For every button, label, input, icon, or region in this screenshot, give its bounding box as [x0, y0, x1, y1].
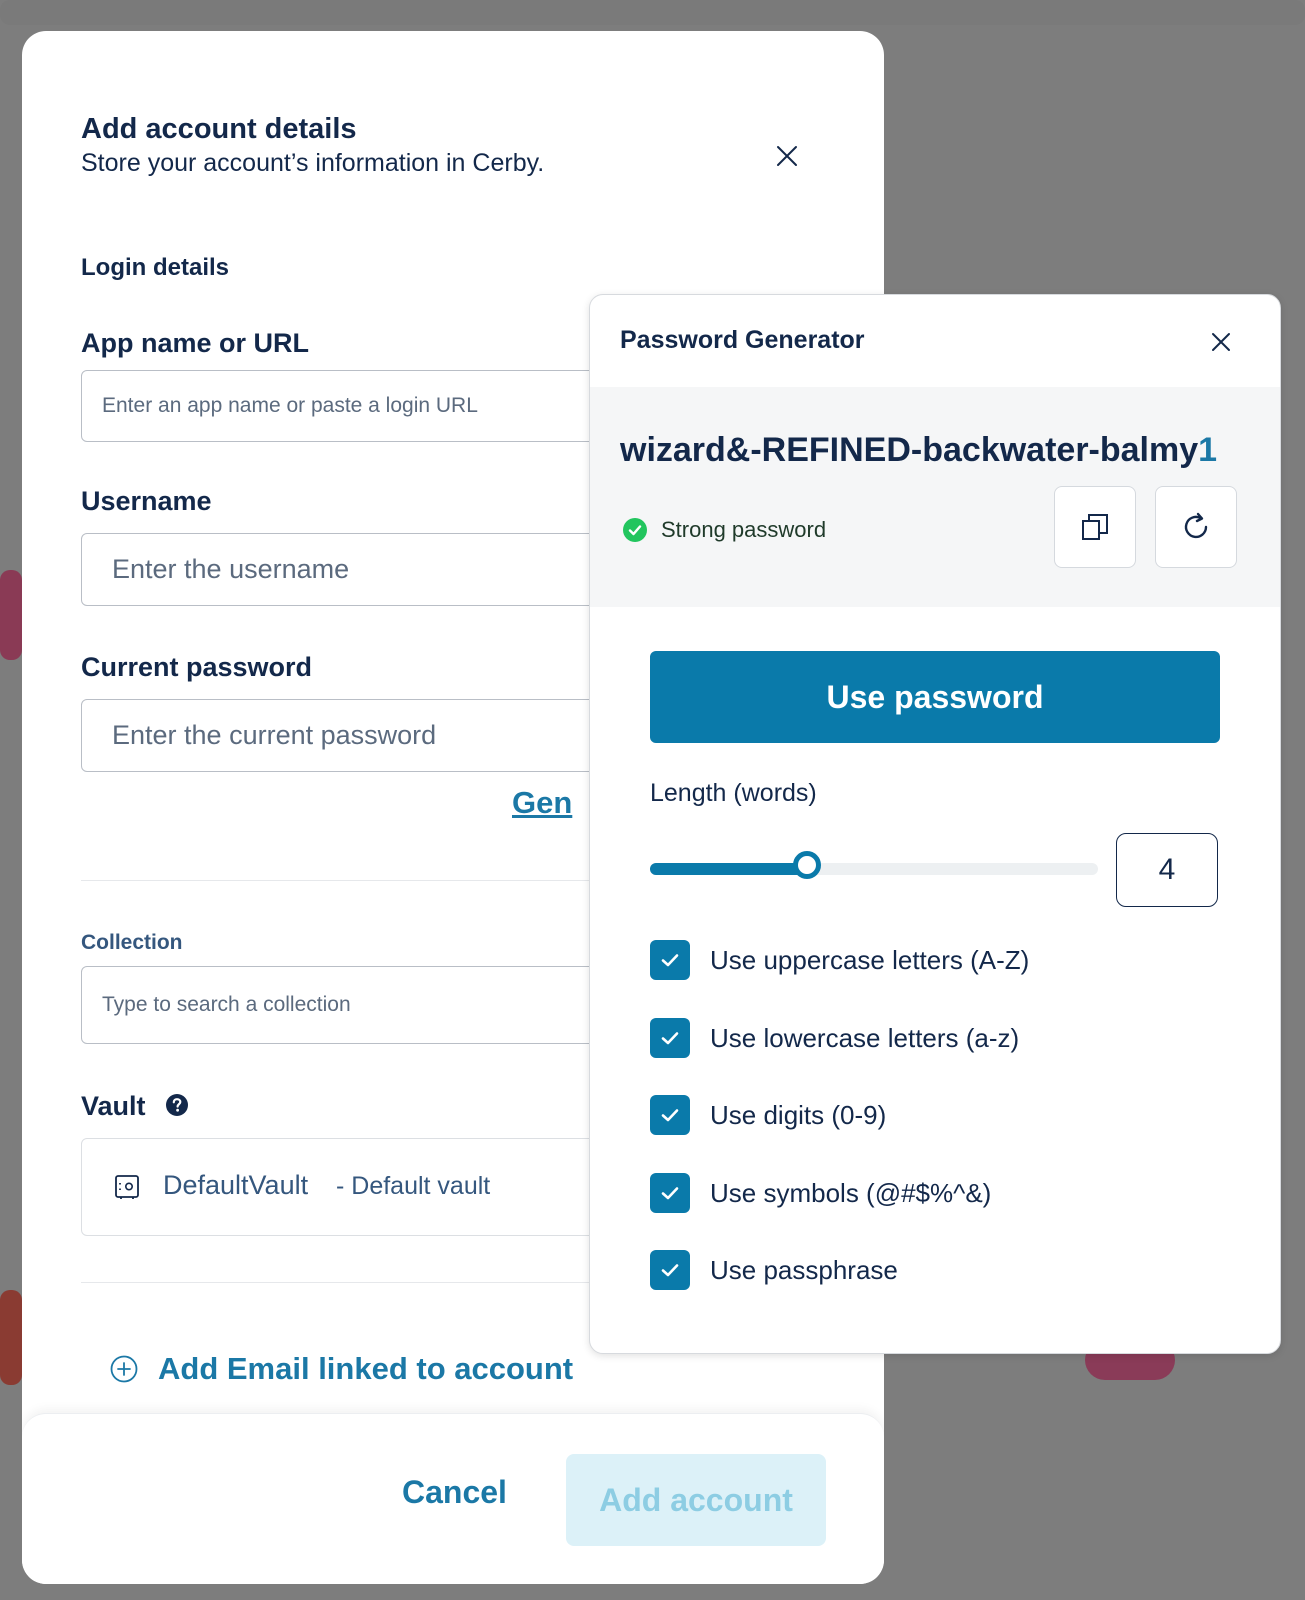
generated-password-panel: [590, 387, 1280, 607]
option-label: Use passphrase: [710, 1254, 898, 1285]
generated-password-digit: 1: [1198, 431, 1218, 469]
password-generator-popover: [589, 294, 1281, 1354]
use-password-button[interactable]: Use password: [650, 651, 1220, 743]
length-input[interactable]: [1116, 833, 1218, 907]
copy-button[interactable]: [1054, 486, 1136, 568]
option-label: Use lowercase letters (a-z): [710, 1022, 1020, 1053]
option-label: Use uppercase letters (A-Z): [710, 944, 1030, 975]
cancel-button[interactable]: Cancel: [402, 1474, 507, 1510]
option-checkbox[interactable]: [650, 1018, 690, 1058]
add-account-button[interactable]: Add account: [566, 1454, 826, 1546]
generate-password-link[interactable]: Gen: [512, 785, 573, 820]
app-name-label: App name or URL: [81, 328, 310, 358]
regenerate-button[interactable]: [1155, 486, 1237, 568]
checkmark-icon: [659, 1027, 681, 1049]
help-icon[interactable]: [166, 1094, 188, 1116]
modal-subtitle: Store your account’s information in Cerby.: [81, 149, 545, 177]
checkmark-icon: [659, 949, 681, 971]
background-decoration: [0, 1290, 22, 1385]
checkmark-icon: [659, 1259, 681, 1281]
current-password-label: Current password: [81, 652, 313, 682]
option-label: Use symbols (@#$%^&): [710, 1177, 992, 1208]
checkmark-icon: [659, 1182, 681, 1204]
login-details-heading: Login details: [81, 254, 230, 281]
collection-label: Collection: [81, 931, 183, 954]
password-generator-title: Password Generator: [620, 326, 865, 354]
add-email-label: Add Email linked to account: [158, 1351, 574, 1386]
vault-description: - Default vault: [336, 1172, 491, 1200]
option-row[interactable]: [650, 1250, 898, 1290]
length-slider[interactable]: [650, 863, 1098, 875]
refresh-icon: [1180, 511, 1212, 543]
vault-icon: [115, 1174, 139, 1200]
vault-name: DefaultVault: [163, 1170, 309, 1200]
option-row[interactable]: [650, 1018, 1019, 1058]
close-icon[interactable]: [1210, 331, 1232, 353]
add-circle-icon: [110, 1355, 138, 1383]
password-strength: [623, 517, 826, 543]
background-decoration: [0, 570, 22, 660]
username-label: Username: [81, 486, 212, 516]
option-checkbox[interactable]: [650, 1095, 690, 1135]
option-row[interactable]: [650, 1095, 886, 1135]
option-label: Use digits (0-9): [710, 1099, 887, 1130]
close-icon[interactable]: [774, 143, 800, 169]
length-slider-fill: [650, 863, 807, 875]
checkmark-icon: [659, 1104, 681, 1126]
modal-footer: [22, 1413, 884, 1584]
add-email-button[interactable]: [110, 1351, 573, 1387]
vault-label: Vault: [81, 1091, 146, 1121]
option-row[interactable]: [650, 940, 1029, 980]
option-checkbox[interactable]: [650, 1173, 690, 1213]
password-strength-label: Strong password: [661, 517, 827, 542]
length-label: Length (words): [650, 779, 817, 807]
generated-password-text: wizard&-REFINED-backwater-balmy: [620, 431, 1199, 469]
option-checkbox[interactable]: [650, 940, 690, 980]
background-page: [0, 0, 1305, 25]
generated-password: [620, 431, 1217, 470]
option-row[interactable]: [650, 1173, 991, 1213]
copy-icon: [1079, 511, 1111, 543]
length-slider-thumb[interactable]: [793, 851, 821, 879]
option-checkbox[interactable]: [650, 1250, 690, 1290]
check-circle-icon: [623, 518, 647, 542]
modal-title: Add account details: [81, 113, 357, 145]
